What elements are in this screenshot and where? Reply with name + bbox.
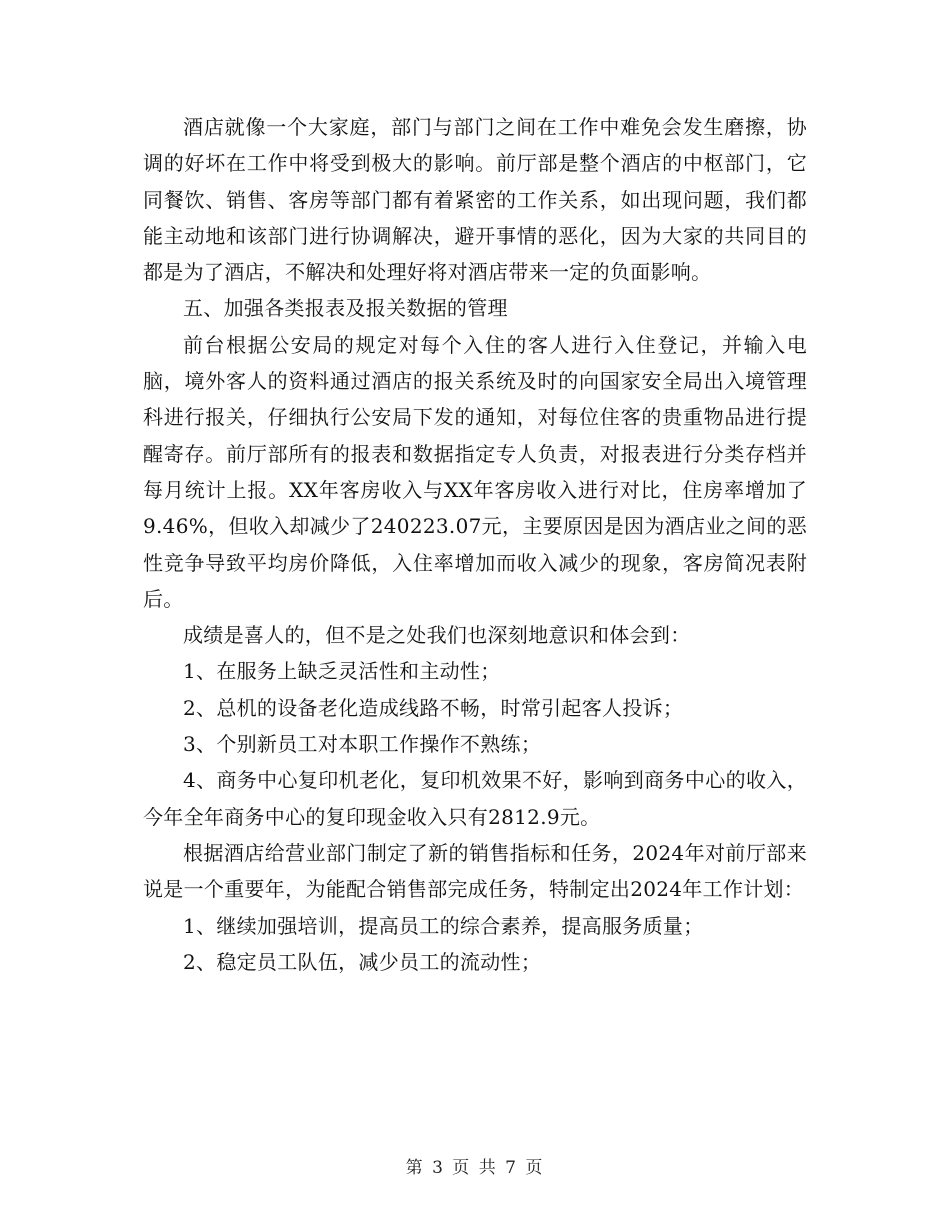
list-item-shortcoming-4: 4、商务中心复印机老化，复印机效果不好，影响到商务中心的收入，今年全年商务中心的复印现金收入只有2812.9元。	[143, 768, 807, 829]
list-item-shortcoming-3: 3、个别新员工对本职工作操作不熟练；	[183, 732, 542, 757]
paragraph-shortcomings-intro: 成绩是喜人的，但不是之处我们也深刻地意识和体会到：	[183, 623, 691, 648]
section-heading-reports: 五、加强各类报表及报关数据的管理	[183, 296, 508, 321]
list-item-plan-2: 2、稳定员工队伍，减少员工的流动性；	[183, 949, 542, 974]
paragraph-dept-coordination: 酒店就像一个大家庭，部门与部门之间在工作中难免会发生磨擦，协调的好坏在工作中将受到极大的影响。前厅部是整个酒店的中枢部门，它同餐饮、销售、客房等部门都有着紧密的工作关系，如出现问题，我们都能主动地和该部门进行协调解决，避开事情的恶化，因为大家的共同目的都是为了酒店，不解决和处理好将对酒店带来一定的负面影响。	[143, 115, 807, 285]
paragraph-registration-reports: 前台根据公安局的规定对每个入住的客人进行入住登记，并输入电脑，境外客人的资料通过酒店的报关系统及时的向国家安全局出入境管理科进行报关，仔细执行公安局下发的通知，对每位住客的贵重物品进行提醒寄存。前厅部所有的报表和数据指定专人负责，对报表进行分类存档并每月统计上报。XX年客房收入与XX年客房收入进行对比，住房率增加了9.46%，但收入却减少了240223.07元，主要原因是因为酒店业之间的恶性竞争导致平均房价降低，入住率增加而收入减少的现象，客房简况表附后。	[143, 332, 807, 611]
paragraph-work-plan-intro: 根据酒店给营业部门制定了新的销售指标和任务，2024年对前厅部来说是一个重要年，为能配合销售部完成任务，特制定出2024年工作计划：	[143, 840, 807, 902]
list-item-shortcoming-2: 2、总机的设备老化造成线路不畅，时常引起客人投诉；	[183, 695, 684, 720]
list-item-shortcoming-1: 1、在服务上缺乏灵活性和主动性；	[183, 659, 501, 684]
document-body	[143, 109, 807, 980]
page-footer: 第 3 页 共 7 页	[405, 1158, 545, 1178]
list-item-plan-1: 1、继续加强培训，提高员工的综合素养，提高服务质量；	[183, 913, 704, 938]
